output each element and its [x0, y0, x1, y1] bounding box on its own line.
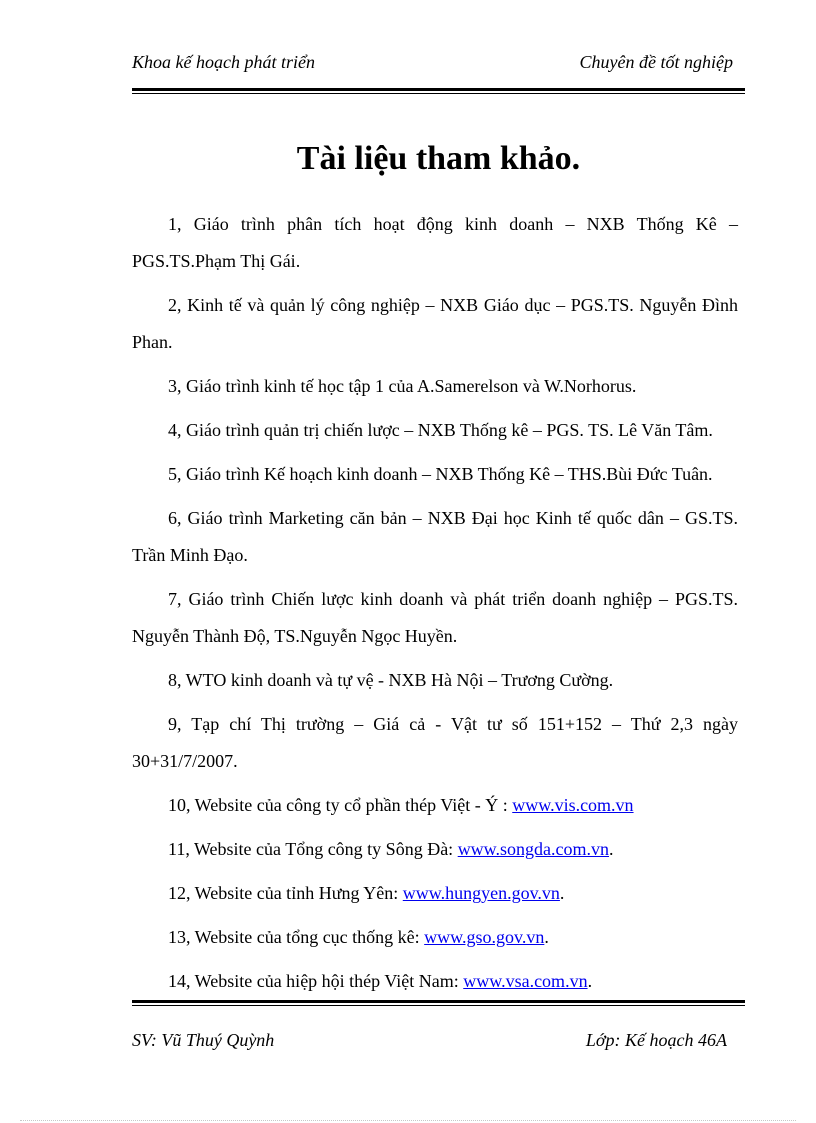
page-title: Tài liệu tham khảo.	[296, 140, 581, 177]
reference-item	[132, 368, 738, 405]
page-edge-dotted-line	[20, 1120, 796, 1121]
footer-divider	[132, 1000, 745, 1006]
reference-text: 4, Giáo trình quản trị chiến lược – NXB Thống kê – PGS. TS. Lê Văn Tâm.	[168, 420, 713, 440]
reference-text: 3, Giáo trình kinh tế học tập 1 của A.Samerelson và W.Norhorus.	[168, 376, 637, 396]
reference-item	[132, 875, 738, 912]
website-link-vis[interactable]: www.vis.com.vn	[512, 795, 634, 815]
reference-text: 13, Website của tổng cục thống kê:	[168, 927, 425, 947]
reference-text: 11, Website của Tổng công ty Sông Đà:	[168, 839, 458, 859]
reference-list	[132, 206, 738, 1007]
reference-item	[132, 706, 738, 780]
page-header	[132, 52, 745, 78]
header-divider	[132, 88, 745, 94]
footer-class: Lớp: Kế hoạch 46A	[585, 1030, 727, 1050]
website-link-songda[interactable]: www.songda.com.vn	[457, 839, 609, 859]
footer-student: SV: Vũ Thuý Quỳnh	[132, 1030, 275, 1050]
header-document-type: Chuyên đề tốt nghiệp	[579, 52, 733, 72]
reference-item	[132, 456, 738, 493]
reference-item	[132, 287, 738, 361]
reference-item	[132, 581, 738, 655]
reference-text: 10, Website của công ty cổ phần thép Việt - Ý :	[168, 795, 513, 815]
reference-item	[132, 919, 738, 956]
website-link-hungyen[interactable]: www.hungyen.gov.vn	[402, 883, 560, 903]
reference-item	[132, 500, 738, 574]
header-department: Khoa kế hoạch phát triển	[132, 52, 315, 72]
reference-text: 6, Giáo trình Marketing căn bản – NXB Đại học Kinh tế quốc dân – GS.TS. Trần Minh Đạo.	[132, 508, 738, 565]
reference-item	[132, 206, 738, 280]
reference-text: 12, Website của tỉnh Hưng Yên:	[168, 883, 403, 903]
reference-punctuation: .	[544, 927, 549, 947]
reference-text: 1, Giáo trình phân tích hoạt động kinh doanh – NXB Thống Kê – PGS.TS.Phạm Thị Gái.	[132, 214, 738, 271]
reference-punctuation: .	[587, 971, 593, 991]
reference-item	[132, 787, 738, 824]
website-link-vsa[interactable]: www.vsa.com.vn	[463, 971, 588, 991]
reference-text: 2, Kinh tế và quản lý công nghiệp – NXB Giáo dục – PGS.TS. Nguyễn Đình Phan.	[132, 295, 738, 352]
reference-item	[132, 412, 738, 449]
reference-punctuation: .	[559, 883, 565, 903]
reference-item	[132, 831, 738, 868]
reference-text: 9, Tạp chí Thị trường – Giá cả - Vật tư số 151+152 – Thứ 2,3 ngày 30+31/7/2007.	[132, 714, 738, 771]
reference-text: 8, WTO kinh doanh và tự vệ - NXB Hà Nội – Trương Cường.	[168, 670, 614, 690]
reference-text: 5, Giáo trình Kế hoạch kinh doanh – NXB Thống Kê – THS.Bùi Đức Tuân.	[168, 464, 713, 484]
reference-punctuation: .	[609, 839, 614, 859]
reference-text: 7, Giáo trình Chiến lược kinh doanh và phát triển doanh nghiệp – PGS.TS. Nguyễn Thành Độ, TS.Nguyễn Ngọc Huyền.	[132, 589, 738, 646]
reference-text: 14, Website của hiệp hội thép Việt Nam:	[168, 971, 464, 991]
reference-item	[132, 662, 738, 699]
reference-item	[132, 963, 738, 1000]
website-link-gso[interactable]: www.gso.gov.vn	[424, 927, 545, 947]
